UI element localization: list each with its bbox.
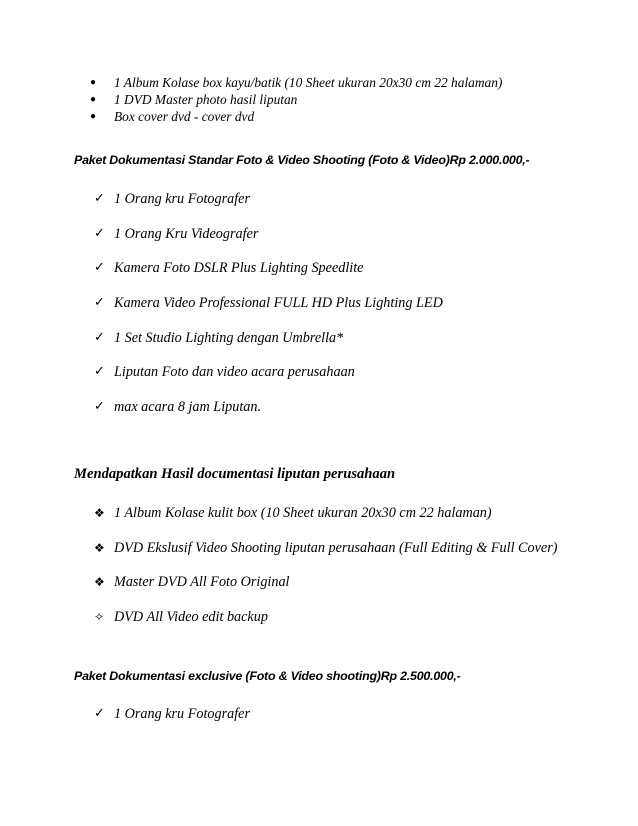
bullet-dot-icon: ● bbox=[90, 111, 97, 122]
check-mark-icon: ✓ bbox=[94, 329, 105, 345]
list-item-text: 1 Set Studio Lighting dengan Umbrella* bbox=[114, 329, 344, 346]
list-item-text: Liputan Foto dan video acara perusahaan bbox=[114, 364, 355, 381]
bullet-dot-icon: ● bbox=[90, 77, 97, 88]
results-list bbox=[94, 504, 557, 643]
check-mark-icon: ✓ bbox=[94, 295, 105, 311]
list-item-text: 1 Orang kru Fotografer bbox=[114, 706, 250, 722]
list-item bbox=[90, 91, 502, 108]
four-diamond-icon: ❖ bbox=[94, 540, 105, 555]
list-item bbox=[94, 294, 443, 329]
list-item-text: Master DVD All Foto Original bbox=[114, 574, 290, 591]
list-item bbox=[94, 573, 557, 608]
list-item bbox=[94, 259, 443, 294]
check-mark-icon: ✓ bbox=[94, 225, 105, 241]
four-diamond-icon: ❖ bbox=[94, 575, 105, 590]
list-item-text: Kamera Video Professional FULL HD Plus Lighting LED bbox=[114, 295, 443, 312]
list-item bbox=[94, 225, 443, 260]
results-heading: Mendapatkan Hasil documentasi liputan perusahaan bbox=[74, 466, 396, 482]
list-item-text: DVD Ekslusif Video Shooting liputan perusahaan (Full Editing & Full Cover) bbox=[114, 539, 558, 556]
list-item-text: 1 Album Kolase box kayu/batik (10 Sheet ukuran 20x30 cm 22 halaman) bbox=[114, 75, 503, 90]
list-item bbox=[94, 363, 443, 398]
list-item-text: DVD All Video edit backup bbox=[114, 609, 268, 626]
list-item-text: Box cover dvd - cover dvd bbox=[114, 109, 255, 124]
bullet-dot-icon: ● bbox=[90, 94, 97, 105]
check-mark-icon: ✓ bbox=[94, 260, 105, 276]
check-mark-icon: ✓ bbox=[94, 364, 105, 380]
check-mark-icon: ✓ bbox=[94, 191, 105, 206]
list-item-text: 1 Album Kolase kulit box (10 Sheet ukuran 20x30 cm 22 halaman) bbox=[114, 505, 492, 521]
list-item bbox=[94, 539, 557, 574]
list-item-text: 1 Orang Kru Videografer bbox=[114, 225, 259, 242]
standard-package-heading: Paket Dokumentasi Standar Foto & Video Shooting (Foto & Video)Rp 2.000.000,- bbox=[74, 153, 530, 167]
album-contents-list bbox=[90, 74, 502, 125]
four-diamond-icon: ❖ bbox=[94, 506, 105, 520]
check-mark-icon: ✓ bbox=[94, 706, 105, 721]
list-item-text: 1 DVD Master photo hasil liputan bbox=[114, 92, 298, 107]
exclusive-package-list bbox=[94, 705, 250, 740]
list-item-text: Kamera Foto DSLR Plus Lighting Speedlite bbox=[114, 260, 364, 277]
check-mark-icon: ✓ bbox=[94, 399, 105, 415]
list-item bbox=[94, 329, 443, 364]
list-item bbox=[94, 398, 443, 433]
list-item bbox=[94, 608, 557, 643]
list-item bbox=[90, 108, 502, 125]
exclusive-package-heading: Paket Dokumentasi exclusive (Foto & Video shooting)Rp 2.500.000,- bbox=[74, 669, 461, 683]
list-item-text: max acara 8 jam Liputan. bbox=[114, 399, 261, 416]
list-item bbox=[94, 705, 250, 740]
list-item bbox=[94, 190, 443, 225]
list-item-text: 1 Orang kru Fotografer bbox=[114, 191, 250, 207]
standard-package-list bbox=[94, 190, 443, 433]
list-item bbox=[90, 74, 502, 91]
four-diamond-outline-icon: ✧ bbox=[94, 610, 105, 625]
list-item bbox=[94, 504, 557, 539]
